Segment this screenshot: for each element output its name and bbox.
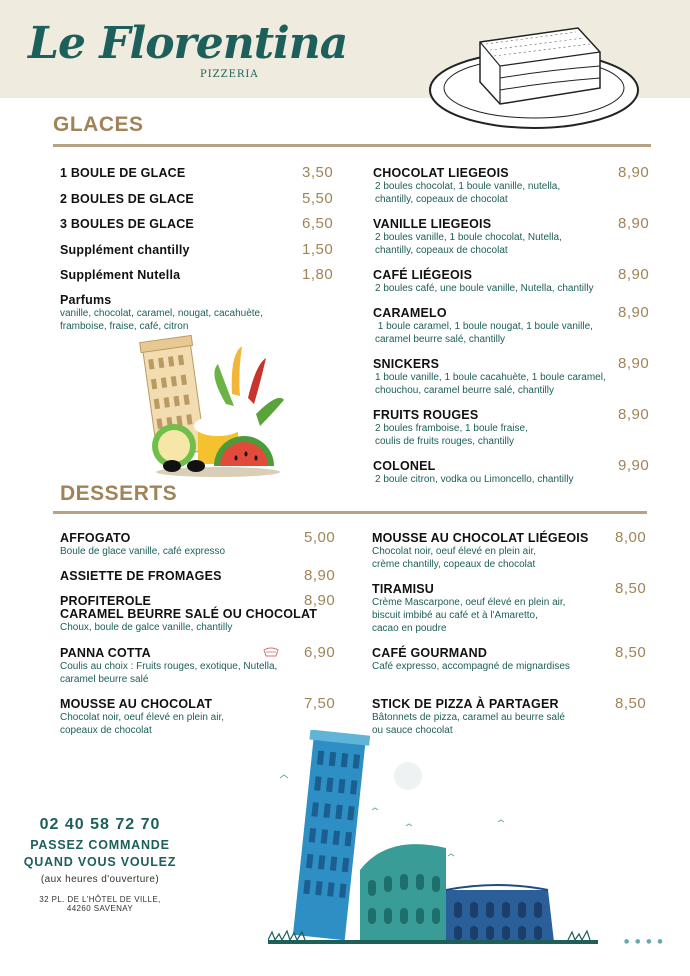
logo-subtitle: PIZZERIA — [200, 69, 259, 80]
menu-item-name: CHOCOLAT LIEGEOIS — [373, 166, 509, 180]
menu-item-name: SNICKERS — [373, 357, 440, 371]
menu-item-description: 1 boule caramel, 1 boule nougat, 1 boule vanille, — [375, 321, 593, 332]
section-divider-glaces — [53, 144, 651, 147]
menu-item-price: 8,90 — [304, 592, 336, 609]
parfums-list-line: framboise, fraise, café, citron — [60, 321, 189, 332]
menu-item-price: 8,90 — [618, 406, 650, 423]
menu-item-description: caramel beurre salé, chantilly — [375, 334, 506, 345]
menu-item-name: Supplément Nutella — [60, 268, 181, 282]
order-tagline-line2: QUAND VOUS VOULEZ — [23, 855, 177, 869]
menu-item-price: 5,50 — [302, 190, 334, 207]
menu-item-price: 8,50 — [615, 580, 647, 597]
menu-item-price: 8,00 — [615, 529, 647, 546]
menu-item-description: 2 boules café, une boule vanille, Nutella, chantilly — [375, 283, 594, 294]
menu-item-name: CAFÉ LIÉGEOIS — [373, 268, 473, 282]
menu-item-description: chantilly, copeaux de chocolat — [375, 245, 508, 256]
menu-item-description: Chocolat noir, oeuf élevé en plein air, — [372, 546, 536, 557]
menu-item-price: 8,50 — [615, 695, 647, 712]
menu-item-description: 1 boule vanille, 1 boule cacahuète, 1 boule caramel, — [375, 372, 606, 383]
menu-item-description: 2 boule citron, vodka ou Limoncello, chantilly — [375, 474, 574, 485]
menu-item-description: Boule de glace vanille, café expresso — [60, 546, 226, 557]
menu-item-description: chouchou, caramel beurre salé, chantilly — [375, 385, 554, 396]
panna-cotta-icon — [262, 646, 280, 658]
menu-item-price: 6,50 — [302, 215, 334, 232]
cake-plate-illustration — [428, 20, 640, 132]
menu-item-name: MOUSSE AU CHOCOLAT LIÉGEOIS — [372, 531, 589, 545]
menu-item-name-line2: CARAMEL BEURRE SALÉ OU CHOCOLAT — [60, 607, 318, 621]
menu-item-description: Crème Mascarpone, oeuf élevé en plein air, — [372, 597, 566, 608]
menu-item-price: 5,00 — [304, 529, 336, 546]
decorative-dots: ● ● ● ● — [624, 938, 665, 945]
pisa-colosseum-illustration — [268, 730, 598, 958]
logo: Le Florentina — [28, 18, 348, 69]
menu-item-name: FRUITS ROUGES — [373, 408, 479, 422]
menu-item-description: Coulis au choix : Fruits rouges, exotique, Nutella, — [60, 661, 278, 672]
menu-item-description: biscuit imbibé au café et à l'Amaretto, — [372, 610, 538, 621]
opening-hours-note: (aux heures d'ouverture) — [40, 874, 160, 885]
menu-item-price: 9,90 — [618, 457, 650, 474]
menu-item-price: 8,90 — [618, 355, 650, 372]
address — [0, 895, 200, 913]
order-tagline-line1: PASSEZ COMMANDE — [30, 838, 170, 852]
menu-item-description: cacao en poudre — [372, 623, 447, 634]
menu-item-name: MOUSSE AU CHOCOLAT — [60, 697, 213, 711]
menu-item-description: Choux, boule de galce vanille, chantilly — [60, 622, 233, 633]
menu-item-name: STICK DE PIZZA À PARTAGER — [372, 697, 559, 711]
menu-item-description: Bâtonnets de pizza, caramel au beurre salé — [372, 712, 565, 723]
menu-item-price: 6,90 — [304, 644, 336, 661]
menu-item-price: 8,90 — [618, 304, 650, 321]
section-title-desserts: DESSERTS — [60, 482, 178, 505]
menu-item-price: 1,80 — [302, 266, 334, 283]
menu-item-description: 2 boules vanille, 1 boule chocolat, Nutella, — [375, 232, 562, 243]
menu-item-description: copeaux de chocolat — [60, 725, 152, 736]
menu-item-description: chantilly, copeaux de chocolat — [375, 194, 508, 205]
section-title-glaces: GLACES — [53, 113, 144, 136]
menu-item-price: 3,50 — [302, 164, 334, 181]
menu-item-description: Café expresso, accompagné de mignardises — [372, 661, 570, 672]
menu-item-name: PROFITEROLE — [60, 594, 152, 608]
menu-item-name: TIRAMISU — [372, 582, 435, 596]
menu-item-name: ASSIETTE DE FROMAGES — [60, 569, 222, 583]
menu-item-description: 2 boules chocolat, 1 boule vanille, nutella, — [375, 181, 561, 192]
menu-item-name: PANNA COTTA — [60, 646, 151, 660]
section-divider-desserts — [53, 511, 647, 514]
menu-item-description: ou sauce chocolat — [372, 725, 453, 736]
menu-item-name: 3 BOULES DE GLACE — [60, 217, 194, 231]
menu-item-price: 8,90 — [618, 164, 650, 181]
menu-item-name: AFFOGATO — [60, 531, 131, 545]
menu-item-description: caramel beurre salé — [60, 674, 149, 685]
address-line: 44260 SAVENAY — [66, 904, 134, 913]
menu-item-name: 2 BOULES DE GLACE — [60, 192, 194, 206]
menu-item-name: CARAMELO — [373, 306, 447, 320]
menu-item-price: 8,90 — [618, 215, 650, 232]
menu-item-price: 7,50 — [304, 695, 336, 712]
phone-number[interactable]: 02 40 58 72 70 — [39, 816, 161, 833]
menu-item-description: crème chantilly, copeaux de chocolat — [372, 559, 536, 570]
menu-item-description: Chocolat noir, oeuf élevé en plein air, — [60, 712, 224, 723]
menu-item-name: 1 BOULE DE GLACE — [60, 166, 186, 180]
menu-item-price: 8,90 — [618, 266, 650, 283]
menu-item-price: 8,50 — [615, 644, 647, 661]
menu-item-description: coulis de fruits rouges, chantilly — [375, 436, 514, 447]
address-line: 32 PL. DE L'HÔTEL DE VILLE, — [39, 895, 161, 904]
pisa-tower-icecream-illustration — [138, 334, 286, 482]
menu-item-price: 8,90 — [304, 567, 336, 584]
menu-item-price: 1,50 — [302, 241, 334, 258]
menu-item-name: COLONEL — [373, 459, 436, 473]
menu-item-description: 2 boules framboise, 1 boule fraise, — [375, 423, 528, 434]
parfums-title: Parfums — [60, 293, 112, 307]
parfums-list-line: vanille, chocolat, caramel, nougat, cacahuète, — [60, 308, 263, 319]
menu-item-name: CAFÉ GOURMAND — [372, 646, 488, 660]
menu-item-name: VANILLE LIEGEOIS — [373, 217, 492, 231]
menu-item-name: Supplément chantilly — [60, 243, 190, 257]
